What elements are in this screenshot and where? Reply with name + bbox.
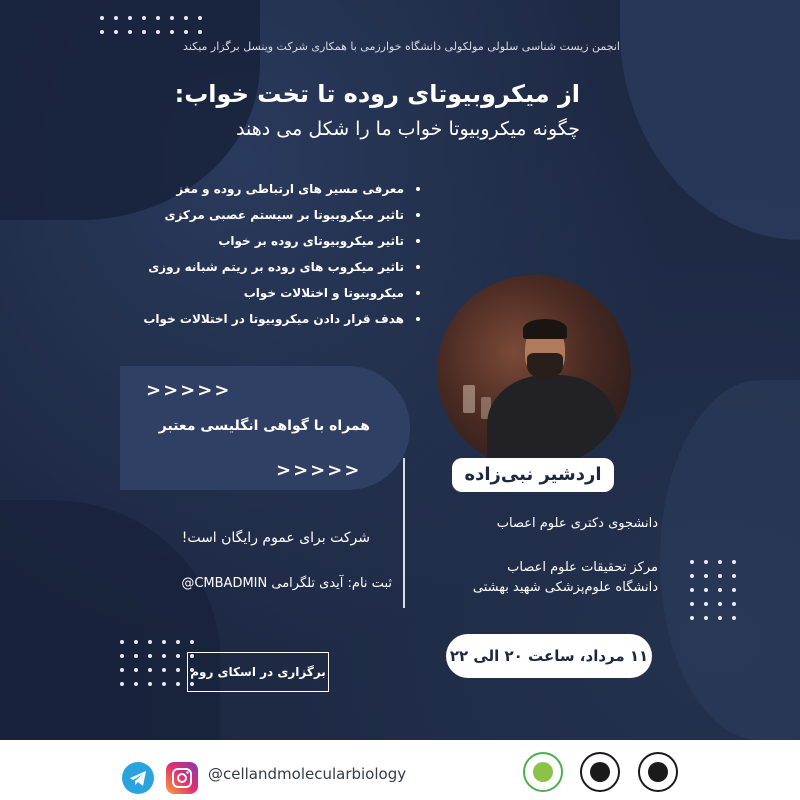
certificate-text: همراه با گواهی انگلیسی معتبر [158, 418, 370, 434]
topics-list [130, 180, 420, 336]
topic-item: تاثیر میکروبیوتای روده بر خواب [130, 232, 420, 258]
chevrons-icon: >>>>> [276, 460, 362, 481]
organizer-note: انجمن زیست شناسی سلولی مولکولی دانشگاه خوارزمی با همکاری شرکت وینسل برگزار میکند [183, 40, 620, 53]
venue-box: برگزاری در اسکای روم [187, 652, 329, 692]
poster-subtitle: چگونه میکروبیوتا خواب ما را شکل می دهند [236, 118, 580, 140]
speaker-role: دانشجوی دکتری علوم اعصاب [496, 516, 658, 531]
speaker-affiliation: دانشگاه علوم‌پزشکی شهید بهشتی [472, 580, 658, 595]
university-logo [638, 752, 678, 792]
topic-item: هدف قرار دادن میکروبیوتا در اختلالات خواب [130, 310, 420, 336]
speaker-name: اردشیر نبی‌زاده [452, 458, 614, 492]
topic-item: معرفی مسیر های ارتباطی روده و مغز [130, 180, 420, 206]
decor-dots-top [100, 16, 202, 34]
speaker-photo [437, 275, 631, 469]
telegram-icon[interactable] [122, 762, 154, 794]
topic-item: میکروبیوتا و اختلالات خواب [130, 284, 420, 310]
event-date: ۱۱ مرداد، ساعت ۲۰ الی ۲۲ [446, 634, 652, 678]
speaker-affiliation: مرکز تحقیقات علوم اعصاب [507, 560, 658, 575]
free-notice: شرکت برای عموم رایگان است! [181, 530, 370, 546]
instagram-icon[interactable] [166, 762, 198, 794]
social-handle[interactable]: @cellandmolecularbiology [208, 765, 407, 783]
divider [403, 458, 405, 608]
topic-item: تاثیر میکروبیوتا بر سیستم عصبی مرکزی [130, 206, 420, 232]
decor-dots-bottom-left [120, 640, 194, 686]
association-logo [580, 752, 620, 792]
topic-item: تاثیر میکروب های روده بر ریتم شبانه روزی [130, 258, 420, 284]
chevrons-icon: >>>>> [146, 380, 232, 401]
registration-info: ثبت نام: آیدی تلگرامی CMBADMIN@ [181, 576, 392, 591]
poster-title: از میکروبیوتای روده تا تخت خواب: [174, 80, 580, 108]
wincell-logo [523, 752, 563, 792]
decor-dots-bottom-right [690, 560, 736, 620]
